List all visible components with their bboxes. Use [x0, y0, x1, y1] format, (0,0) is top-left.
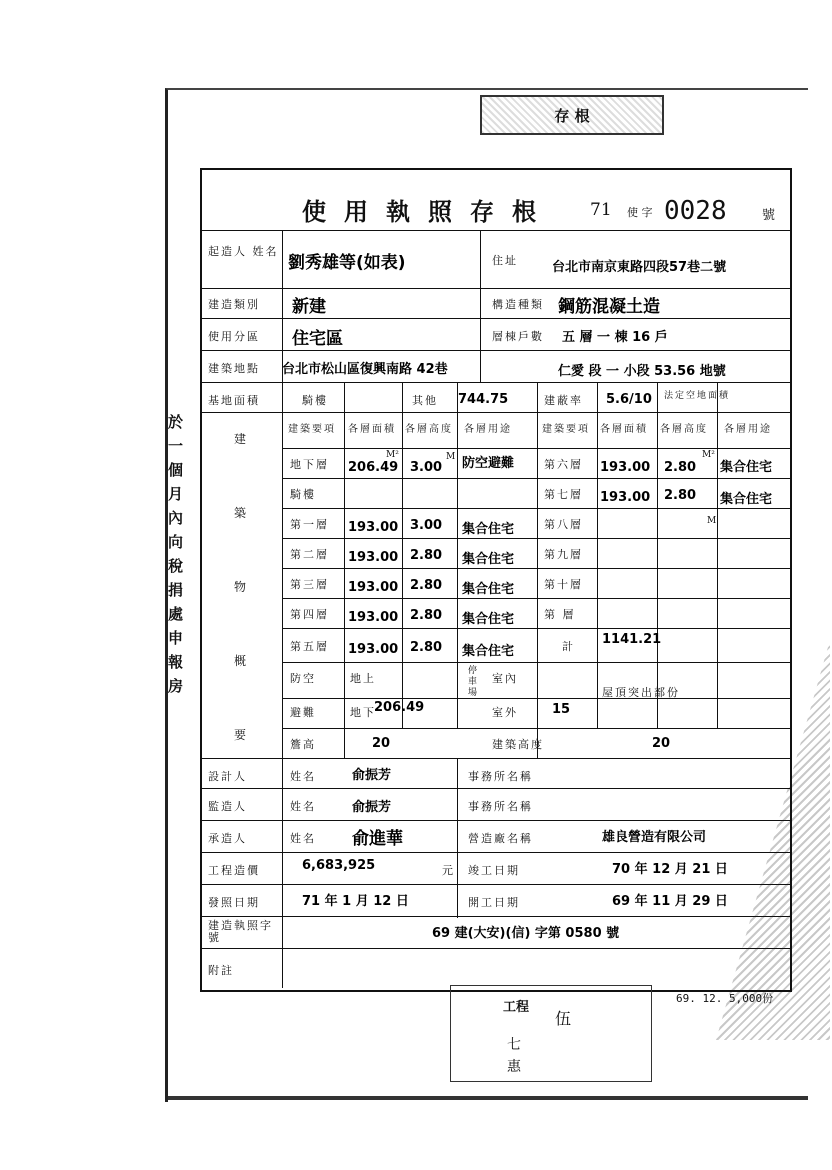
- label-area: 基地面積: [208, 394, 260, 407]
- defense-area: 206.49: [374, 700, 425, 715]
- applicant-address: 台北市南京東路四段57巷二號: [552, 260, 727, 275]
- total-area: 1141.21: [602, 632, 662, 647]
- floor-height: 2.80: [664, 488, 697, 503]
- floor-name: 第七層: [544, 488, 583, 501]
- structure-value: 鋼筋混凝土造: [558, 297, 660, 317]
- doc-char: 使 字: [627, 206, 653, 219]
- floor-use: 集合住宅: [462, 552, 515, 567]
- floor-height: 2.80: [664, 460, 697, 475]
- label-refuge: 避難: [290, 706, 316, 719]
- floor-height: 3.00: [410, 460, 443, 475]
- contract-name: 俞進華: [352, 829, 403, 849]
- label-applicant: 起造人 姓名: [208, 245, 279, 258]
- header-item: 建築要項: [288, 424, 336, 435]
- label-name: 姓名: [290, 832, 316, 845]
- floor-name: 騎樓: [290, 488, 316, 501]
- design-name: 俞振芳: [352, 768, 392, 783]
- floor-name: 地下層: [290, 458, 329, 471]
- label-issue: 發照日期: [208, 896, 260, 909]
- label-firm: 營造廠名稱: [468, 832, 533, 845]
- floor-area: 193.00: [348, 550, 399, 565]
- label-design: 設計人: [208, 770, 247, 783]
- floor-name: 第九層: [544, 548, 583, 561]
- floor-area: 193.00: [348, 642, 399, 657]
- floor-area: 206.49: [348, 460, 399, 475]
- floor-area: 193.00: [348, 580, 399, 595]
- floor-name: 第五層: [290, 640, 329, 653]
- vertical-char: 概: [234, 654, 247, 668]
- label-roof: 屋頂突出部份: [602, 686, 680, 699]
- label-notes: 附註: [208, 964, 234, 977]
- zone-value: 住宅區: [292, 329, 343, 349]
- firm-name: 雄良營造有限公司: [602, 830, 707, 845]
- completion-date: 70 年 12 月 21 日: [612, 862, 728, 877]
- floor-area: 193.00: [600, 460, 651, 475]
- cost-unit: 元: [442, 864, 455, 877]
- approval-stamps: [450, 985, 652, 1082]
- unit-m: M: [446, 452, 456, 462]
- vertical-char: 要: [234, 728, 247, 742]
- unit-m: M: [707, 516, 717, 526]
- label-other: 其他: [412, 394, 438, 407]
- header-item-right: 建築要項: [542, 424, 590, 435]
- floor-use: 集合住宅: [720, 460, 773, 475]
- floor-name: 第八層: [544, 518, 583, 531]
- header-height: 各層高度: [405, 424, 453, 435]
- label-underground: 地下: [350, 706, 376, 719]
- print-note: 69. 12. 5,000份: [676, 992, 774, 1005]
- label-cost: 工程造價: [208, 864, 260, 877]
- vertical-char: 築: [234, 506, 247, 520]
- floor-name: 第一層: [290, 518, 329, 531]
- lot-value: 仁愛 段 一 小段 53.56 地號: [558, 364, 726, 379]
- floors-value: 五 層 一 棟 16 戶: [562, 330, 668, 345]
- outdoor-parking: 15: [552, 702, 571, 717]
- start-date: 69 年 11 月 29 日: [612, 894, 728, 909]
- label-office: 事務所名稱: [468, 800, 533, 813]
- floor-height: 2.80: [410, 578, 443, 593]
- permit-form: [200, 168, 792, 992]
- floor-area: 193.00: [348, 610, 399, 625]
- build-type-value: 新建: [292, 297, 326, 317]
- label-site: 建築地點: [208, 362, 260, 375]
- header-use-right: 各層用途: [724, 424, 772, 435]
- label-ground: 地上: [350, 672, 376, 685]
- floor-name: 第四層: [290, 608, 329, 621]
- floor-use: 集合住宅: [462, 644, 515, 659]
- floor-name: 第三層: [290, 578, 329, 591]
- header-use: 各層用途: [464, 424, 512, 435]
- floor-height: 2.80: [410, 640, 443, 655]
- label-outdoor: 室外: [492, 706, 518, 719]
- floor-name: 第二層: [290, 548, 329, 561]
- floor-use: 集合住宅: [720, 492, 773, 507]
- area-other: 744.75: [458, 392, 509, 407]
- floor-area: 193.00: [600, 490, 651, 505]
- label-structure: 構造種類: [492, 298, 544, 311]
- floor-use: 防空避難: [462, 456, 515, 471]
- form-title: 使用執照存根: [302, 197, 554, 226]
- label-completion: 竣工日期: [468, 864, 520, 877]
- label-office: 事務所名稱: [468, 770, 533, 783]
- floor-name: 第 層: [544, 608, 576, 621]
- header-area-right: 各層面積: [600, 424, 648, 435]
- label-floors: 層棟戶數: [492, 330, 544, 343]
- label-address: 住址: [492, 254, 518, 267]
- label-arcade: 騎樓: [302, 394, 328, 407]
- label-open-space: 法定空地面積: [664, 391, 731, 401]
- floor-height: 2.80: [410, 608, 443, 623]
- floor-height: 2.80: [410, 548, 443, 563]
- header-height-right: 各層高度: [660, 424, 708, 435]
- archive-stamp: 存 根: [480, 95, 664, 135]
- building-height: 20: [652, 736, 671, 751]
- label-parking: 停車場: [468, 666, 480, 698]
- label-permit: 建造執照字號: [208, 919, 273, 944]
- floor-area: 193.00: [348, 520, 399, 535]
- cover-ratio: 5.6/10: [606, 392, 652, 407]
- floor-name: 第六層: [544, 458, 583, 471]
- label-contract: 承造人: [208, 832, 247, 845]
- header-area: 各層面積: [348, 424, 396, 435]
- paper-bottom-edge: [168, 1096, 808, 1100]
- stamp-text: 惠: [507, 1059, 521, 1075]
- side-note: 於一個月內向稅捐處申報房: [168, 413, 184, 695]
- label-total: 計: [562, 640, 575, 653]
- label-supervise: 監造人: [208, 800, 247, 813]
- applicant-name: 劉秀雄等(如表): [288, 253, 406, 273]
- label-building-area: 建蔽率: [544, 394, 583, 407]
- label-height: 建築高度: [492, 738, 544, 751]
- stamp-text: 伍: [555, 1009, 572, 1028]
- supervise-name: 俞振芳: [352, 800, 392, 815]
- doc-prefix: 71: [590, 200, 612, 220]
- label-eave: 簷高: [290, 738, 316, 751]
- label-indoor: 室內: [492, 672, 518, 685]
- eave-height: 20: [372, 736, 391, 751]
- label-name: 姓名: [290, 800, 316, 813]
- label-start: 開工日期: [468, 896, 520, 909]
- site-value: 台北市松山區復興南路 42巷: [282, 362, 448, 377]
- cost-value: 6,683,925: [302, 858, 376, 873]
- vertical-char: 物: [234, 580, 247, 594]
- floor-use: 集合住宅: [462, 522, 515, 537]
- issue-date: 71 年 1 月 12 日: [302, 894, 409, 909]
- stamp-text: 七: [507, 1037, 521, 1053]
- unit-m2: M²: [702, 450, 715, 460]
- label-name: 姓名: [290, 770, 316, 783]
- floor-height: 3.00: [410, 518, 443, 533]
- stamp-text: 工程: [503, 1000, 530, 1015]
- label-defense: 防空: [290, 672, 316, 685]
- doc-number: 0028: [664, 196, 727, 226]
- floor-use: 集合住宅: [462, 582, 515, 597]
- label-build-type: 建造類別: [208, 298, 260, 311]
- label-zone: 使用分區: [208, 330, 260, 343]
- vertical-char: 建: [234, 432, 247, 446]
- floor-name: 第十層: [544, 578, 583, 591]
- unit-m2: M²: [386, 450, 399, 460]
- permit-number: 69 建(大安)(信) 字第 0580 號: [432, 926, 620, 941]
- floor-use: 集合住宅: [462, 612, 515, 627]
- doc-suffix: 號: [762, 208, 776, 223]
